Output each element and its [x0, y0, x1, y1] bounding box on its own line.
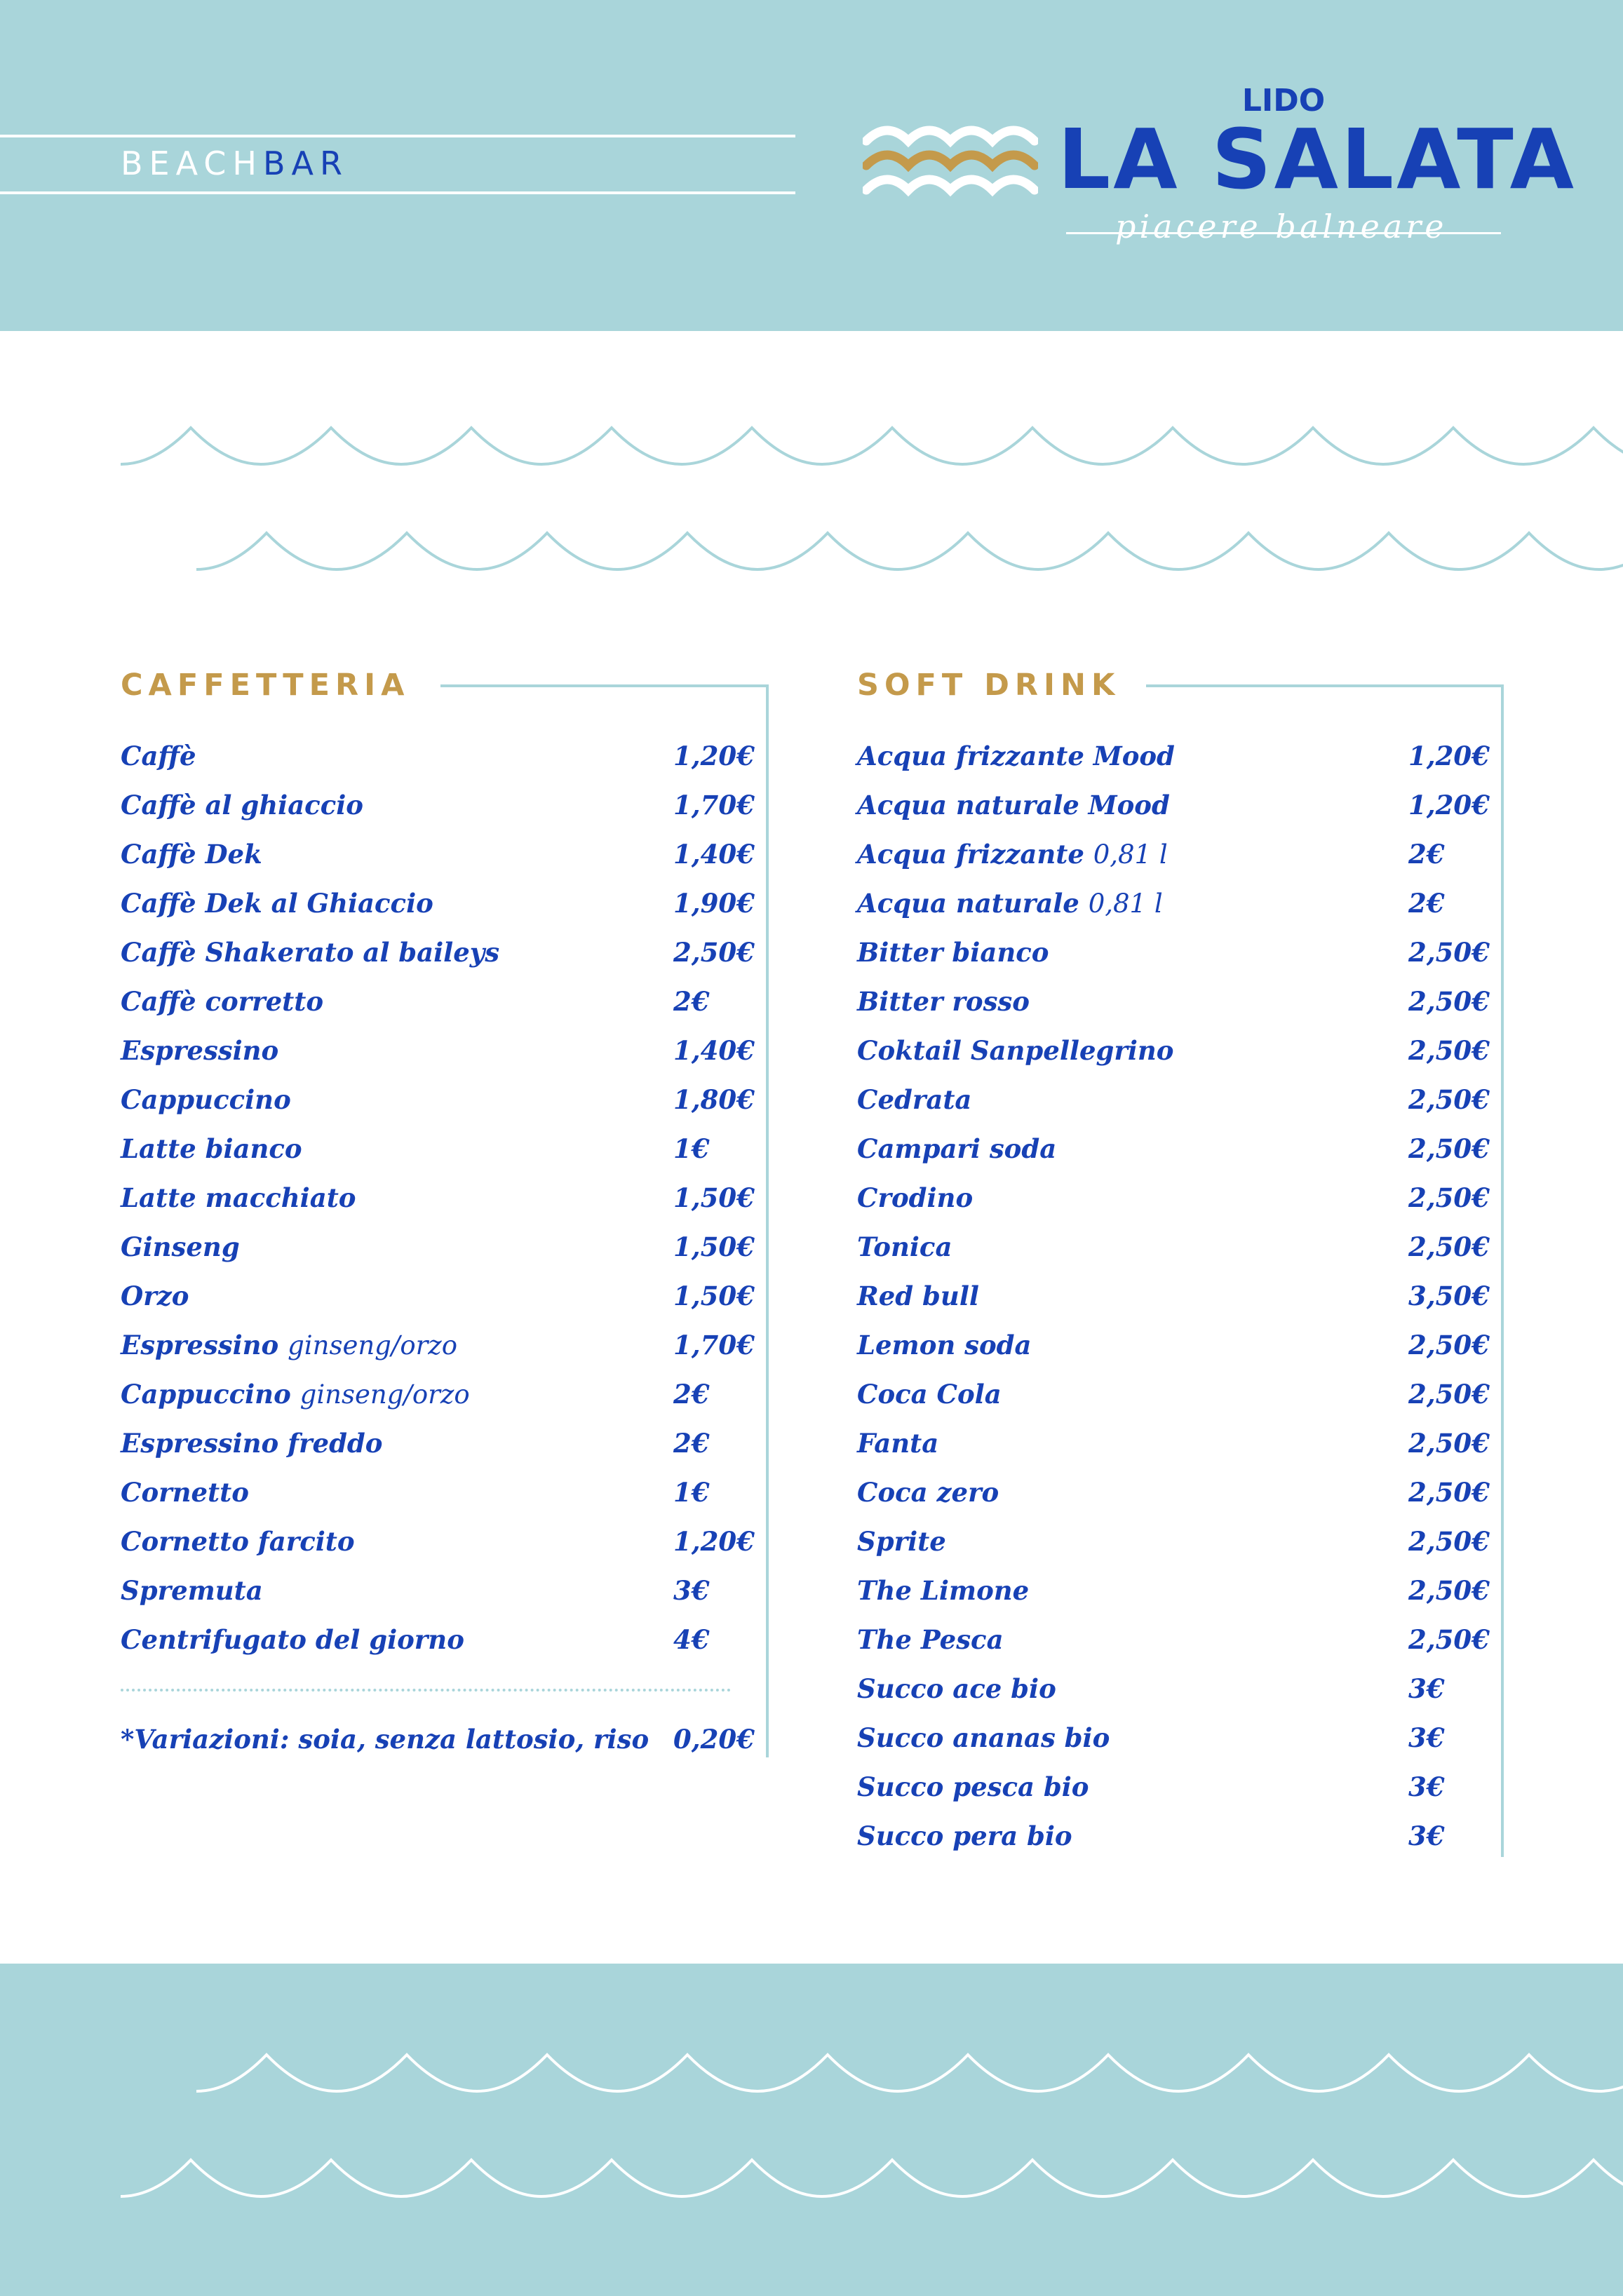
item-name-text: Crodino — [857, 1182, 974, 1213]
item-name-text: Caffè Dek — [121, 839, 262, 870]
soft-drink-item-name — [857, 1227, 952, 1267]
caffetteria-item-price: 1,40€ — [673, 1035, 755, 1066]
variation-price: 0,20€ — [673, 1724, 755, 1755]
caffetteria-item-name — [121, 1325, 457, 1365]
caffetteria-item-price: 1,20€ — [673, 741, 755, 771]
item-name-text: Caffè Shakerato al baileys — [121, 937, 500, 968]
item-name-text: Spremuta — [121, 1575, 263, 1606]
item-name-text: Centrifugato del giorno — [121, 1624, 464, 1655]
item-name-text: Coktail Sanpellegrino — [857, 1035, 1174, 1066]
caffetteria-item-price: 2€ — [673, 1428, 710, 1459]
item-name-text: Caffè al ghiaccio — [121, 790, 363, 821]
item-name-text: The Limone — [857, 1575, 1030, 1606]
caffetteria-item-name — [121, 1031, 278, 1070]
item-name-text: Orzo — [121, 1281, 189, 1311]
dotted-divider — [121, 1689, 731, 1691]
item-name-text: Tonica — [857, 1231, 952, 1262]
decorative-waves-top — [0, 407, 1623, 589]
soft-drink-item-price: 2,50€ — [1408, 1379, 1490, 1410]
caffetteria-item-price: 1,50€ — [673, 1182, 755, 1213]
soft-drink-item-price: 3€ — [1408, 1771, 1445, 1802]
caffetteria-title: CAFFETTERIA — [121, 668, 410, 703]
item-name-text: Espressino — [121, 1330, 279, 1360]
soft-drink-item-name — [857, 1080, 971, 1119]
item-name-text: Cornetto farcito — [121, 1526, 355, 1557]
soft-drink-item-name — [857, 1473, 999, 1512]
item-name-text: Acqua frizzante Mood — [857, 741, 1175, 771]
soft-drink-item-price: 2,50€ — [1408, 1624, 1490, 1655]
item-name-text: Espressino freddo — [121, 1428, 383, 1459]
logo-lido: LIDO — [1241, 83, 1326, 119]
soft-drink-item-name — [857, 1571, 1029, 1610]
caffetteria-item-name — [121, 1522, 355, 1561]
soft-drink-item-name — [857, 1325, 1032, 1365]
logo-title: LA SALATA — [1058, 111, 1577, 208]
soft-drink-item-name — [857, 1276, 979, 1316]
soft-drink-item-name — [857, 1767, 1089, 1807]
header-banner — [0, 0, 1623, 331]
header-line-top — [0, 135, 795, 137]
caffetteria-item-price: 1€ — [673, 1477, 710, 1508]
caffetteria-item-price: 2€ — [673, 986, 710, 1017]
item-name-text: Acqua naturale Mood — [857, 790, 1170, 821]
item-name-text: Bitter rosso — [857, 986, 1030, 1017]
item-name-text: Caffè Dek al Ghiaccio — [121, 888, 433, 919]
caffetteria-item-name — [121, 884, 433, 923]
item-name-text: Lemon soda — [857, 1330, 1032, 1360]
soft-drink-item-price: 2,50€ — [1408, 1477, 1490, 1508]
soft-drink-item-price: 2€ — [1408, 888, 1445, 919]
soft-drink-item-name — [857, 835, 1168, 874]
caffetteria-side-rule — [766, 684, 769, 1757]
soft-drink-item-name — [857, 1620, 1004, 1659]
soft-drink-title: SOFT DRINK — [857, 668, 1121, 703]
item-name-text: Acqua frizzante — [857, 839, 1084, 870]
soft-drink-item-name — [857, 982, 1030, 1021]
caffetteria-item-price: 1,90€ — [673, 888, 755, 919]
item-name-text: Succo pesca bio — [857, 1771, 1089, 1802]
item-name-text: Succo ananas bio — [857, 1722, 1110, 1753]
item-name-text: The Pesca — [857, 1624, 1004, 1655]
soft-drink-item-name — [857, 1816, 1072, 1856]
caffetteria-item-name — [121, 982, 323, 1021]
item-name-text: Latte macchiato — [121, 1182, 356, 1213]
soft-drink-item-price: 2,50€ — [1408, 1084, 1490, 1115]
caffetteria-item-price: 1,50€ — [673, 1281, 755, 1311]
soft-drink-item-price: 2,50€ — [1408, 1133, 1490, 1164]
item-name-text: Red bull — [857, 1281, 979, 1311]
caffetteria-item-name — [121, 1375, 470, 1414]
soft-drink-item-price: 1,20€ — [1408, 741, 1490, 771]
soft-drink-side-rule — [1501, 684, 1504, 1857]
item-name-text: Sprite — [857, 1526, 946, 1557]
caffetteria-item-name — [121, 1178, 356, 1217]
item-name-text: Fanta — [857, 1428, 939, 1459]
caffetteria-item-name — [121, 736, 196, 776]
soft-drink-item-price: 2,50€ — [1408, 1330, 1490, 1360]
caffetteria-item-price: 1,80€ — [673, 1084, 755, 1115]
soft-drink-item-name — [857, 1129, 1056, 1168]
caffetteria-item-name — [121, 1620, 464, 1659]
beach-bar-label — [121, 144, 349, 182]
bar-text: BAR — [263, 144, 349, 182]
caffetteria-item-price: 4€ — [673, 1624, 710, 1655]
item-name-text: Coca zero — [857, 1477, 999, 1508]
soft-drink-item-price: 2,50€ — [1408, 1428, 1490, 1459]
caffetteria-item-price: 1,70€ — [673, 790, 755, 821]
caffetteria-item-price: 2,50€ — [673, 937, 755, 968]
soft-drink-item-price: 2€ — [1408, 839, 1445, 870]
caffetteria-item-name — [121, 835, 262, 874]
soft-drink-item-name — [857, 1522, 946, 1561]
soft-drink-item-price: 2,50€ — [1408, 986, 1490, 1017]
caffetteria-item-price: 1,20€ — [673, 1526, 755, 1557]
caffetteria-item-price: 1,40€ — [673, 839, 755, 870]
decorative-waves-bottom — [0, 2034, 1623, 2216]
item-note-text: ginseng/orzo — [299, 1379, 470, 1410]
item-note-text: 0,81 l — [1093, 839, 1168, 870]
variation-label: *Variazioni: soia, senza lattosio, riso — [121, 1724, 649, 1755]
item-name-text: Bitter bianco — [857, 937, 1049, 968]
caffetteria-item-price: 1,70€ — [673, 1330, 755, 1360]
item-name-text: Caffè corretto — [121, 986, 324, 1017]
soft-drink-item-price: 3,50€ — [1408, 1281, 1490, 1311]
caffetteria-item-price: 3€ — [673, 1575, 710, 1606]
caffetteria-item-name — [121, 1227, 240, 1267]
caffetteria-item-name — [121, 785, 363, 825]
soft-drink-item-price: 2,50€ — [1408, 1231, 1490, 1262]
item-name-text: Ginseng — [121, 1231, 240, 1262]
caffetteria-item-price: 1€ — [673, 1133, 710, 1164]
soft-drink-item-name — [857, 1424, 938, 1463]
caffetteria-item-name — [121, 1424, 383, 1463]
header-line-bottom — [0, 191, 795, 194]
caffetteria-item-price: 1,50€ — [673, 1231, 755, 1262]
item-note-text: 0,81 l — [1088, 889, 1163, 919]
caffetteria-title-rule — [440, 684, 767, 687]
caffetteria-item-name — [121, 1473, 249, 1512]
item-name-text: Cappuccino — [121, 1084, 291, 1115]
item-name-text: Cappuccino — [121, 1379, 291, 1410]
soft-drink-title-rule — [1146, 684, 1504, 687]
soft-drink-item-name — [857, 1031, 1173, 1070]
soft-drink-item-price: 2,50€ — [1408, 1575, 1490, 1606]
soft-drink-item-name — [857, 736, 1175, 776]
soft-drink-item-name — [857, 933, 1049, 972]
soft-drink-item-name — [857, 785, 1170, 825]
logo-waves-icon — [863, 123, 1038, 208]
soft-drink-item-name — [857, 1669, 1056, 1708]
item-name-text: Succo ace bio — [857, 1673, 1056, 1704]
soft-drink-item-price: 1,20€ — [1408, 790, 1490, 821]
caffetteria-item-name — [121, 1571, 263, 1610]
soft-drink-item-price: 2,50€ — [1408, 1035, 1490, 1066]
caffetteria-item-price: 2€ — [673, 1379, 710, 1410]
soft-drink-item-price: 2,50€ — [1408, 1182, 1490, 1213]
item-name-text: Cornetto — [121, 1477, 249, 1508]
item-name-text: Coca Cola — [857, 1379, 1002, 1410]
item-note-text: ginseng/orzo — [288, 1330, 458, 1360]
item-name-text: Cedrata — [857, 1084, 972, 1115]
soft-drink-item-price: 2,50€ — [1408, 937, 1490, 968]
soft-drink-item-name — [857, 1718, 1110, 1757]
item-name-text: Caffè — [121, 741, 196, 771]
soft-drink-item-price: 3€ — [1408, 1821, 1445, 1851]
soft-drink-item-price: 2,50€ — [1408, 1526, 1490, 1557]
item-name-text: Espressino — [121, 1035, 279, 1066]
beach-text: BEACH — [121, 144, 263, 182]
caffetteria-item-name — [121, 933, 499, 972]
item-name-text: Latte bianco — [121, 1133, 302, 1164]
soft-drink-item-name — [857, 1375, 1002, 1414]
caffetteria-item-name — [121, 1080, 291, 1119]
logo-tagline: piacere balneare — [1115, 208, 1448, 245]
item-name-text: Acqua naturale — [857, 888, 1079, 919]
caffetteria-item-name — [121, 1276, 189, 1316]
soft-drink-item-name — [857, 884, 1163, 923]
caffetteria-item-name — [121, 1129, 302, 1168]
soft-drink-item-name — [857, 1178, 973, 1217]
soft-drink-item-price: 3€ — [1408, 1673, 1445, 1704]
soft-drink-item-price: 3€ — [1408, 1722, 1445, 1753]
item-name-text: Campari soda — [857, 1133, 1057, 1164]
item-name-text: Succo pera bio — [857, 1821, 1072, 1851]
